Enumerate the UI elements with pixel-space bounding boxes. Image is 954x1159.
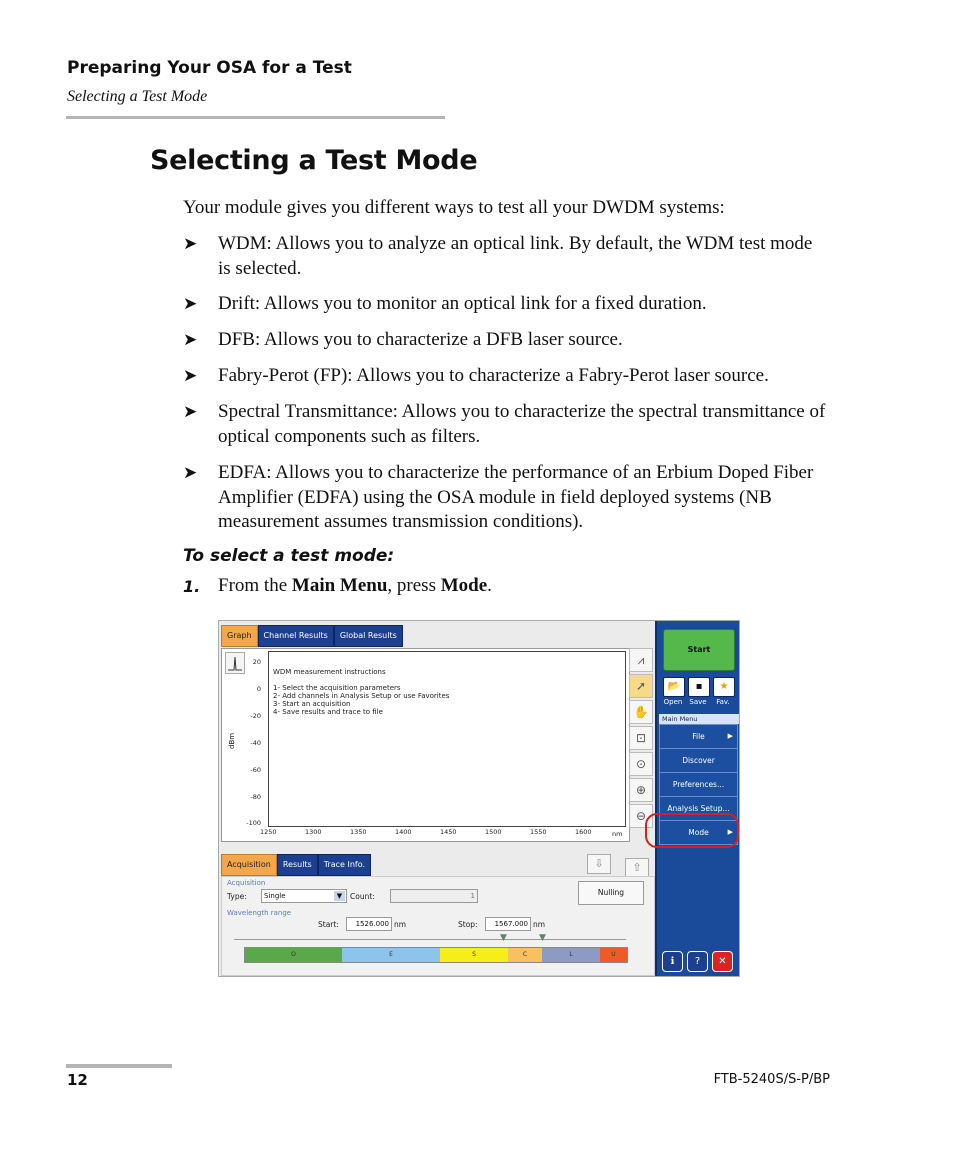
y-tick: -40 (250, 739, 261, 747)
tab-channel-results[interactable]: Channel Results (258, 625, 334, 647)
start-button[interactable]: Start (663, 629, 735, 671)
submenu-arrow-icon: ▶ (727, 828, 733, 836)
band-c: C (508, 948, 542, 962)
instruction-line: 1- Select the acquisition parameters (273, 684, 401, 692)
slider-handle-stop-icon[interactable]: ▼ (539, 933, 546, 943)
running-header-subtitle: Selecting a Test Mode (67, 88, 208, 105)
x-axis-unit: nm (612, 830, 623, 838)
top-tab-bar (221, 625, 403, 645)
y-axis-unit: dBm (228, 732, 236, 749)
y-tick: -100 (246, 819, 261, 827)
plot-area[interactable] (268, 651, 626, 827)
help-icon[interactable]: ? (687, 951, 708, 972)
bullet-edfa: EDFA: Allows you to characterize the performance of an Erbium Doped Fiber Amplifier (EDFA) using the OSA module in field deployed systems (NB measurement assumes transmission conditions). (218, 462, 814, 532)
graph-panel (221, 648, 630, 842)
instruction-line: 2- Add channels in Analysis Setup or use Favorites (273, 692, 450, 700)
instruction-line: 4- Save results and trace to file (273, 708, 383, 716)
y-tick: -60 (250, 766, 261, 774)
menu-item-analysis-setup[interactable]: Analysis Setup... (659, 796, 738, 821)
close-icon[interactable]: ✕ (712, 951, 733, 972)
zoom-icon[interactable]: ⊙ (629, 752, 653, 776)
bullet-arrow-icon: ➤ (183, 294, 198, 313)
wavelength-group-label: Wavelength range (227, 909, 292, 917)
save-label: Save (689, 698, 707, 706)
page-number: 12 (67, 1071, 88, 1089)
bottom-tab-bar (221, 854, 371, 876)
x-tick: 1300 (305, 828, 322, 836)
bullet-arrow-icon: ➤ (183, 234, 198, 253)
auto-zoom-icon[interactable]: ⩘ (629, 648, 653, 672)
favorites-star-icon[interactable]: ★ (713, 677, 735, 697)
acquisition-panel (221, 876, 655, 976)
footer-rule (66, 1064, 172, 1068)
main-menu-title: Main Menu (659, 714, 740, 724)
x-tick: 1450 (440, 828, 457, 836)
slider-handle-start-icon[interactable]: ▼ (500, 933, 507, 943)
x-tick: 1550 (530, 828, 547, 836)
save-disk-icon[interactable]: ▪ (688, 677, 710, 697)
bullet-wdm: WDM: Allows you to analyze an optical link. By default, the WDM test mode is selected. (218, 233, 813, 279)
count-field[interactable]: 1 (390, 889, 478, 903)
bullet-dfb: DFB: Allows you to characterize a DFB laser source. (218, 329, 623, 350)
graph-toolbar (629, 648, 653, 830)
x-tick: 1350 (350, 828, 367, 836)
expand-up-icon[interactable]: ⇧ (625, 858, 649, 878)
side-panel (655, 621, 740, 976)
stop-wavelength-field[interactable]: 1567.000 (485, 917, 531, 931)
tab-global-results[interactable]: Global Results (334, 625, 403, 647)
bullet-arrow-icon: ➤ (183, 463, 198, 482)
menu-item-mode[interactable]: Mode ▶ (659, 820, 738, 845)
fav-label: Fav. (716, 698, 730, 706)
x-tick: 1250 (260, 828, 277, 836)
bullet-fp: Fabry-Perot (FP): Allows you to characterize a Fabry-Perot laser source. (218, 365, 769, 386)
stop-unit: nm (533, 920, 546, 929)
nulling-button[interactable]: Nulling (578, 881, 644, 905)
type-label: Type: (227, 892, 247, 901)
band-u: U (600, 948, 627, 962)
band-e: E (342, 948, 440, 962)
band-l: L (542, 948, 600, 962)
highlight-circle (645, 813, 739, 848)
bullet-arrow-icon: ➤ (183, 402, 198, 421)
menu-item-preferences[interactable]: Preferences... (659, 772, 738, 797)
model-number: FTB-5240S/S-P/BP (713, 1072, 830, 1087)
open-folder-icon[interactable]: 📂 (663, 677, 685, 697)
hand-icon[interactable]: ✋ (629, 700, 653, 724)
type-select[interactable]: Single ▼ (261, 889, 347, 903)
acquisition-group-label: Acquisition (227, 879, 266, 887)
x-tick: 1400 (395, 828, 412, 836)
step-number: 1. (183, 577, 201, 596)
procedure-title: To select a test mode: (183, 546, 395, 566)
band-s: S (440, 948, 508, 962)
x-tick: 1600 (575, 828, 592, 836)
bullet-arrow-icon: ➤ (183, 330, 198, 349)
chevron-down-icon: ▼ (334, 891, 345, 901)
y-tick: -80 (250, 793, 261, 801)
running-header-title: Preparing Your OSA for a Test (67, 58, 352, 78)
start-wavelength-field[interactable]: 1526.000 (346, 917, 392, 931)
band-o: O (245, 948, 342, 962)
bullet-arrow-icon: ➤ (183, 366, 198, 385)
band-bar (244, 947, 628, 963)
start-unit: nm (394, 920, 407, 929)
intro-paragraph: Your module gives you different ways to test all your DWDM systems: (183, 197, 725, 218)
menu-item-file[interactable]: File ▶ (659, 724, 738, 749)
zoom-in-icon[interactable]: ⊕ (629, 778, 653, 802)
wavelength-slider-track[interactable] (234, 939, 626, 940)
y-tick: 20 (252, 658, 261, 666)
x-tick: 1500 (485, 828, 502, 836)
zoom-area-icon[interactable]: ⊡ (629, 726, 653, 750)
tab-graph[interactable]: Graph (221, 625, 258, 647)
open-label: Open (663, 698, 683, 706)
stop-label: Stop: (458, 920, 478, 929)
y-tick: -20 (250, 712, 261, 720)
tab-trace-info[interactable]: Trace Info. (318, 854, 371, 876)
tab-results[interactable]: Results (277, 854, 318, 876)
instructions-title: WDM measurement instructions (273, 668, 386, 676)
zoom-out-icon[interactable]: ⊖ (629, 804, 653, 828)
count-label: Count: (350, 892, 375, 901)
bullet-drift: Drift: Allows you to monitor an optical link for a fixed duration. (218, 293, 707, 314)
bottom-icons (662, 951, 733, 972)
collapse-down-icon[interactable]: ⇩ (587, 854, 611, 874)
header-rule (66, 116, 445, 119)
y-tick: 0 (256, 685, 261, 693)
submenu-arrow-icon: ▶ (727, 732, 733, 740)
instruction-line: 3- Start an acquisition (273, 700, 351, 708)
menu-item-discover[interactable]: Discover (659, 748, 738, 773)
step-text: From the Main Menu, press Mode. (218, 575, 492, 596)
bullet-spectral: Spectral Transmittance: Allows you to characterize the spectral transmittance of optical components such as filters. (218, 401, 826, 447)
section-heading: Selecting a Test Mode (150, 145, 478, 176)
start-field-label: Start: (318, 920, 339, 929)
pointer-icon[interactable]: ➚ (629, 674, 653, 698)
info-icon[interactable]: ℹ (662, 951, 683, 972)
osa-screenshot (218, 620, 740, 977)
tab-acquisition[interactable]: Acquisition (221, 854, 277, 876)
